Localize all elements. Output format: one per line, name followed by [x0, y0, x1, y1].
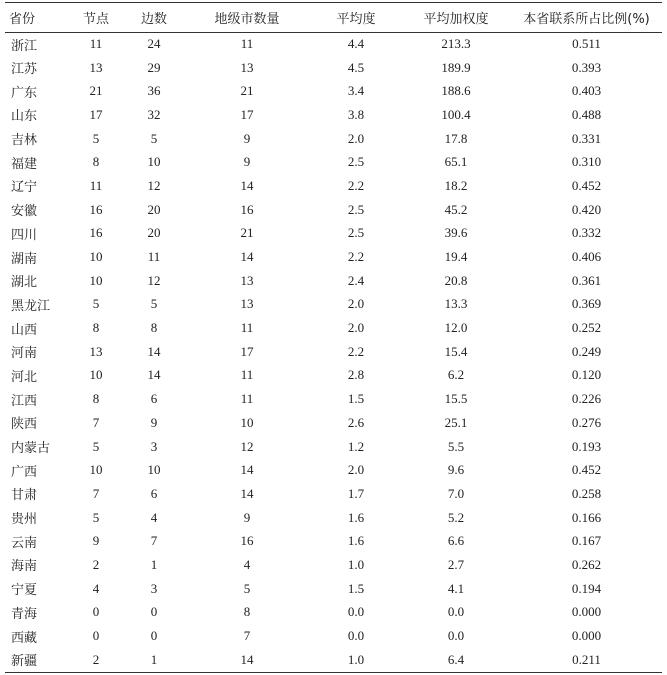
cell-avg-weighted-degree: 2.7: [447, 556, 465, 572]
cell-edges: 1: [150, 556, 158, 572]
cell-city-count: 13: [240, 59, 254, 75]
cell-avg-degree: 4.4: [347, 36, 365, 52]
cell-avg-weighted-degree: 65.1: [444, 154, 468, 170]
cell-province: 江西: [11, 393, 38, 409]
cell-province: 内蒙古: [11, 441, 51, 457]
cell-avg-weighted-degree: 6.6: [447, 533, 465, 549]
table-row: [5, 340, 662, 364]
header-intra-province-ratio: 本省联系所占比例(%): [523, 11, 650, 27]
cell-nodes: 5: [92, 438, 100, 454]
cell-edges: 3: [150, 580, 158, 596]
table-row: [5, 222, 662, 246]
province-network-table: [5, 2, 662, 673]
cell-avg-degree: 2.0: [347, 296, 365, 312]
cell-nodes: 8: [92, 320, 100, 336]
cell-province: 新疆: [11, 654, 38, 670]
cell-intra-province-ratio: 0.262: [571, 556, 602, 572]
cell-province: 西藏: [11, 630, 38, 646]
cell-avg-weighted-degree: 9.6: [447, 462, 465, 478]
cell-avg-weighted-degree: 100.4: [441, 106, 471, 122]
cell-avg-weighted-degree: 12.0: [444, 320, 468, 336]
cell-province: 福建: [11, 156, 38, 172]
cell-nodes: 8: [92, 391, 100, 407]
cell-edges: 10: [147, 462, 161, 478]
cell-avg-degree: 2.4: [347, 272, 365, 288]
cell-province: 辽宁: [11, 180, 38, 196]
cell-edges: 7: [150, 533, 158, 549]
cell-province: 宁夏: [11, 583, 38, 599]
cell-avg-weighted-degree: 213.3: [441, 36, 471, 52]
cell-nodes: 7: [92, 485, 100, 501]
cell-city-count: 14: [240, 462, 254, 478]
cell-intra-province-ratio: 0.511: [572, 36, 601, 52]
cell-nodes: 4: [92, 580, 100, 596]
table-row: [5, 387, 662, 411]
cell-avg-weighted-degree: 18.2: [444, 177, 468, 193]
cell-city-count: 7: [243, 628, 251, 644]
cell-city-count: 17: [240, 106, 254, 122]
cell-city-count: 11: [240, 367, 254, 383]
table-row: [5, 198, 662, 222]
table-row: [5, 624, 662, 648]
cell-province: 四川: [11, 227, 38, 243]
header-avg-degree: 平均度: [336, 11, 376, 27]
table-row: [5, 411, 662, 435]
cell-nodes: 5: [92, 509, 100, 525]
cell-city-count: 11: [240, 320, 254, 336]
table-row: [5, 79, 662, 103]
cell-nodes: 9: [92, 533, 100, 549]
table-row: [5, 316, 662, 340]
cell-intra-province-ratio: 0.369: [571, 296, 602, 312]
cell-intra-province-ratio: 0.393: [571, 59, 602, 75]
cell-avg-degree: 1.7: [347, 485, 365, 501]
cell-edges: 8: [150, 320, 158, 336]
cell-nodes: 8: [92, 154, 100, 170]
cell-avg-weighted-degree: 0.0: [447, 604, 465, 620]
cell-nodes: 16: [89, 201, 103, 217]
cell-avg-weighted-degree: 6.4: [447, 651, 465, 667]
cell-nodes: 13: [89, 343, 103, 359]
cell-nodes: 10: [89, 249, 103, 265]
cell-edges: 6: [150, 391, 158, 407]
cell-province: 吉林: [11, 133, 38, 149]
table-row: [5, 577, 662, 601]
cell-province: 河南: [11, 346, 38, 362]
cell-avg-degree: 2.2: [347, 177, 365, 193]
cell-edges: 24: [147, 36, 161, 52]
cell-province: 云南: [11, 535, 38, 551]
cell-avg-weighted-degree: 5.5: [447, 438, 465, 454]
cell-avg-weighted-degree: 15.5: [444, 391, 468, 407]
cell-avg-degree: 2.0: [347, 320, 365, 336]
header-edges: 边数: [140, 11, 167, 27]
cell-avg-weighted-degree: 39.6: [444, 225, 468, 241]
cell-city-count: 14: [240, 485, 254, 501]
table-row: [5, 32, 662, 56]
cell-avg-degree: 2.5: [347, 154, 365, 170]
cell-intra-province-ratio: 0.166: [571, 509, 602, 525]
table-row: [5, 364, 662, 388]
table-row: [5, 56, 662, 80]
table-row: [5, 458, 662, 482]
header-avg-weighted-degree: 平均加权度: [423, 11, 489, 27]
cell-nodes: 17: [89, 106, 103, 122]
cell-edges: 1: [150, 651, 158, 667]
cell-province: 湖北: [11, 275, 38, 291]
cell-edges: 11: [147, 249, 161, 265]
cell-nodes: 2: [92, 651, 100, 667]
cell-avg-degree: 2.2: [347, 343, 365, 359]
cell-city-count: 5: [243, 580, 251, 596]
table-row: [5, 482, 662, 506]
cell-intra-province-ratio: 0.249: [571, 343, 602, 359]
cell-intra-province-ratio: 0.000: [571, 628, 602, 644]
cell-province: 湖南: [11, 251, 38, 267]
cell-intra-province-ratio: 0.361: [571, 272, 602, 288]
cell-nodes: 10: [89, 272, 103, 288]
cell-intra-province-ratio: 0.332: [571, 225, 602, 241]
cell-avg-weighted-degree: 4.1: [447, 580, 465, 596]
cell-avg-weighted-degree: 6.2: [447, 367, 465, 383]
header-row: [5, 3, 662, 32]
cell-avg-weighted-degree: 25.1: [444, 414, 468, 430]
cell-avg-degree: 1.0: [347, 651, 365, 667]
cell-edges: 14: [147, 367, 161, 383]
cell-edges: 12: [147, 177, 161, 193]
cell-intra-province-ratio: 0.403: [571, 83, 602, 99]
cell-avg-degree: 4.5: [347, 59, 365, 75]
cell-province: 浙江: [11, 38, 38, 54]
cell-edges: 29: [147, 59, 161, 75]
cell-nodes: 16: [89, 225, 103, 241]
table-row: [5, 293, 662, 317]
cell-city-count: 16: [240, 201, 254, 217]
cell-city-count: 9: [243, 509, 251, 525]
header-nodes: 节点: [82, 11, 109, 27]
cell-city-count: 16: [240, 533, 254, 549]
cell-intra-province-ratio: 0.406: [571, 249, 602, 265]
cell-avg-weighted-degree: 188.6: [441, 83, 471, 99]
table-header: [5, 3, 662, 32]
cell-edges: 36: [147, 83, 161, 99]
table-row: [5, 529, 662, 553]
cell-province: 江苏: [11, 62, 38, 78]
cell-city-count: 14: [240, 651, 254, 667]
cell-nodes: 5: [92, 296, 100, 312]
cell-city-count: 13: [240, 296, 254, 312]
cell-intra-province-ratio: 0.258: [571, 485, 602, 501]
cell-intra-province-ratio: 0.167: [571, 533, 602, 549]
cell-intra-province-ratio: 0.276: [571, 414, 602, 430]
cell-edges: 32: [147, 106, 161, 122]
cell-city-count: 14: [240, 177, 254, 193]
cell-city-count: 8: [243, 604, 251, 620]
cell-avg-weighted-degree: 5.2: [447, 509, 465, 525]
cell-avg-degree: 3.8: [347, 106, 365, 122]
cell-intra-province-ratio: 0.120: [571, 367, 602, 383]
cell-nodes: 10: [89, 462, 103, 478]
cell-avg-degree: 0.0: [347, 628, 365, 644]
cell-avg-weighted-degree: 45.2: [444, 201, 468, 217]
cell-province: 海南: [11, 559, 38, 575]
table-row: [5, 174, 662, 198]
cell-edges: 0: [150, 628, 158, 644]
table-row: [5, 435, 662, 459]
table-row: [5, 127, 662, 151]
cell-avg-degree: 1.5: [347, 391, 365, 407]
cell-province: 山西: [11, 322, 38, 338]
cell-nodes: 11: [89, 36, 103, 52]
cell-avg-degree: 2.5: [347, 201, 365, 217]
cell-edges: 0: [150, 604, 158, 620]
cell-province: 陕西: [11, 417, 38, 433]
cell-avg-degree: 3.4: [347, 83, 365, 99]
cell-intra-province-ratio: 0.252: [571, 320, 602, 336]
cell-edges: 6: [150, 485, 158, 501]
cell-nodes: 10: [89, 367, 103, 383]
cell-nodes: 0: [92, 628, 100, 644]
cell-avg-degree: 1.6: [347, 533, 365, 549]
cell-intra-province-ratio: 0.452: [571, 462, 602, 478]
cell-province: 山东: [11, 109, 38, 125]
cell-intra-province-ratio: 0.194: [571, 580, 602, 596]
cell-nodes: 13: [89, 59, 103, 75]
cell-nodes: 0: [92, 604, 100, 620]
cell-province: 广西: [11, 464, 38, 480]
cell-city-count: 4: [243, 556, 251, 572]
cell-intra-province-ratio: 0.193: [571, 438, 602, 454]
cell-avg-weighted-degree: 13.3: [444, 296, 468, 312]
cell-city-count: 9: [243, 130, 251, 146]
cell-avg-degree: 1.6: [347, 509, 365, 525]
cell-city-count: 14: [240, 249, 254, 265]
table-row: [5, 506, 662, 530]
cell-avg-degree: 1.5: [347, 580, 365, 596]
cell-edges: 5: [150, 130, 158, 146]
cell-avg-weighted-degree: 0.0: [447, 628, 465, 644]
cell-city-count: 13: [240, 272, 254, 288]
cell-city-count: 11: [240, 391, 254, 407]
cell-province: 河北: [11, 369, 38, 385]
cell-edges: 12: [147, 272, 161, 288]
cell-nodes: 7: [92, 414, 100, 430]
cell-intra-province-ratio: 0.211: [572, 651, 601, 667]
cell-city-count: 17: [240, 343, 254, 359]
cell-avg-degree: 2.6: [347, 414, 365, 430]
cell-avg-degree: 0.0: [347, 604, 365, 620]
cell-edges: 10: [147, 154, 161, 170]
table-row: [5, 601, 662, 625]
cell-intra-province-ratio: 0.331: [571, 130, 602, 146]
cell-city-count: 21: [240, 83, 254, 99]
table-row: [5, 269, 662, 293]
cell-edges: 4: [150, 509, 158, 525]
cell-avg-degree: 2.0: [347, 462, 365, 478]
cell-intra-province-ratio: 0.310: [571, 154, 602, 170]
cell-avg-weighted-degree: 17.8: [444, 130, 468, 146]
cell-avg-degree: 2.0: [347, 130, 365, 146]
cell-province: 安徽: [11, 204, 38, 220]
cell-intra-province-ratio: 0.000: [571, 604, 602, 620]
cell-avg-weighted-degree: 20.8: [444, 272, 468, 288]
cell-avg-degree: 1.0: [347, 556, 365, 572]
cell-city-count: 11: [240, 36, 254, 52]
cell-avg-weighted-degree: 15.4: [444, 343, 468, 359]
cell-edges: 9: [150, 414, 158, 430]
cell-nodes: 2: [92, 556, 100, 572]
data-table: [5, 3, 662, 672]
cell-edges: 20: [147, 225, 161, 241]
cell-province: 甘肃: [11, 488, 38, 504]
cell-province: 青海: [11, 606, 38, 622]
cell-avg-weighted-degree: 19.4: [444, 249, 468, 265]
cell-nodes: 11: [89, 177, 103, 193]
cell-city-count: 9: [243, 154, 251, 170]
table-row: [5, 553, 662, 577]
cell-nodes: 21: [89, 83, 103, 99]
cell-avg-degree: 2.8: [347, 367, 365, 383]
table-body: [5, 32, 662, 672]
cell-intra-province-ratio: 0.226: [571, 391, 602, 407]
cell-city-count: 12: [240, 438, 254, 454]
cell-avg-weighted-degree: 7.0: [447, 485, 465, 501]
cell-edges: 3: [150, 438, 158, 454]
table-row: [5, 245, 662, 269]
table-row: [5, 150, 662, 174]
header-province: 省份: [9, 11, 36, 27]
cell-edges: 14: [147, 343, 161, 359]
cell-province: 广东: [11, 85, 38, 101]
cell-avg-weighted-degree: 189.9: [441, 59, 471, 75]
table-row: [5, 103, 662, 127]
cell-avg-degree: 2.5: [347, 225, 365, 241]
cell-intra-province-ratio: 0.452: [571, 177, 602, 193]
cell-city-count: 10: [240, 414, 254, 430]
table-row: [5, 648, 662, 672]
cell-intra-province-ratio: 0.420: [571, 201, 602, 217]
cell-nodes: 5: [92, 130, 100, 146]
cell-intra-province-ratio: 0.488: [571, 106, 602, 122]
cell-edges: 20: [147, 201, 161, 217]
cell-avg-degree: 1.2: [347, 438, 365, 454]
cell-province: 黑龙江: [11, 298, 51, 314]
cell-city-count: 21: [240, 225, 254, 241]
cell-avg-degree: 2.2: [347, 249, 365, 265]
cell-edges: 5: [150, 296, 158, 312]
cell-province: 贵州: [11, 512, 38, 528]
header-city-count: 地级市数量: [214, 11, 280, 27]
